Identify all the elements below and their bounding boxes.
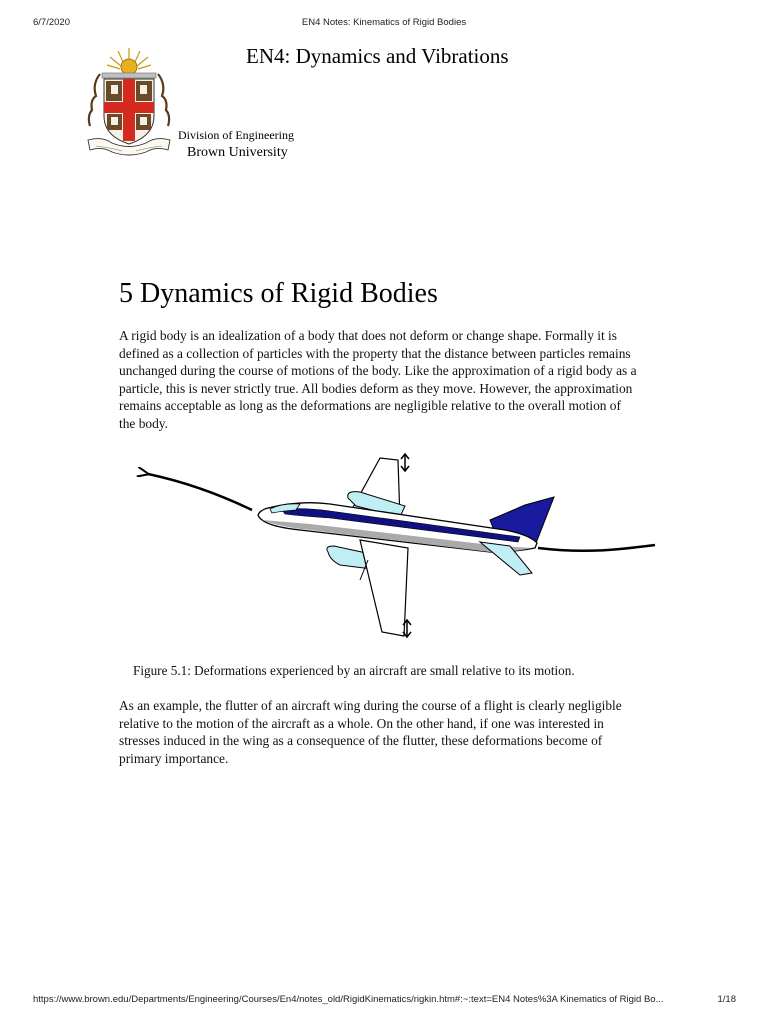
example-paragraph: As an example, the flutter of an aircraft wing during the course of a flight is clearly negligible relative to the motion of the aircraft as a whole. On the other hand, if one was interested in stresses induced in the wing as a consequence of the flutter, these deformations become of primary importance. [119, 698, 622, 766]
page-number: 1/18 [717, 994, 736, 1005]
brown-university-crest-icon [82, 44, 176, 160]
print-date: 6/7/2020 [33, 17, 70, 28]
aircraft-figure [130, 448, 670, 648]
flight-path-tail [538, 545, 655, 551]
print-page-title: EN4 Notes: Kinematics of Rigid Bodies [301, 17, 467, 28]
sun-icon [107, 48, 151, 75]
page-url-link[interactable]: https://www.brown.edu/Departments/Engineering/Courses/En4/notes_old/RigidKinematics/rigkin.htm#:~:text=EN4 Notes%3A Kinematics of Rigid Bo... [33, 994, 664, 1005]
site-title: EN4: Dynamics and Vibrations [246, 44, 509, 68]
intro-paragraph: A rigid body is an idealization of a body that does not deform or change shape. Formally it is defined as a collection of particles with the property that the distance between particles remains unchanged during the course of motions of the body. Like the approximation of a rigid body as a particle, this is never strictly true. All bodies deform as they move. However, the approximation remains acceptable as long as the deformations are negligible relative to the overall motion of the body. [119, 328, 637, 431]
figure-caption: Figure 5.1: Deformations experienced by an aircraft are small relative to its motion. [133, 663, 575, 678]
flight-path-arrow [148, 474, 252, 510]
chapter-title: 5 Dynamics of Rigid Bodies [119, 278, 438, 309]
division-name: Division of Engineering [178, 128, 294, 142]
university-name: Brown University [187, 145, 288, 160]
aircraft-icon [258, 454, 554, 637]
